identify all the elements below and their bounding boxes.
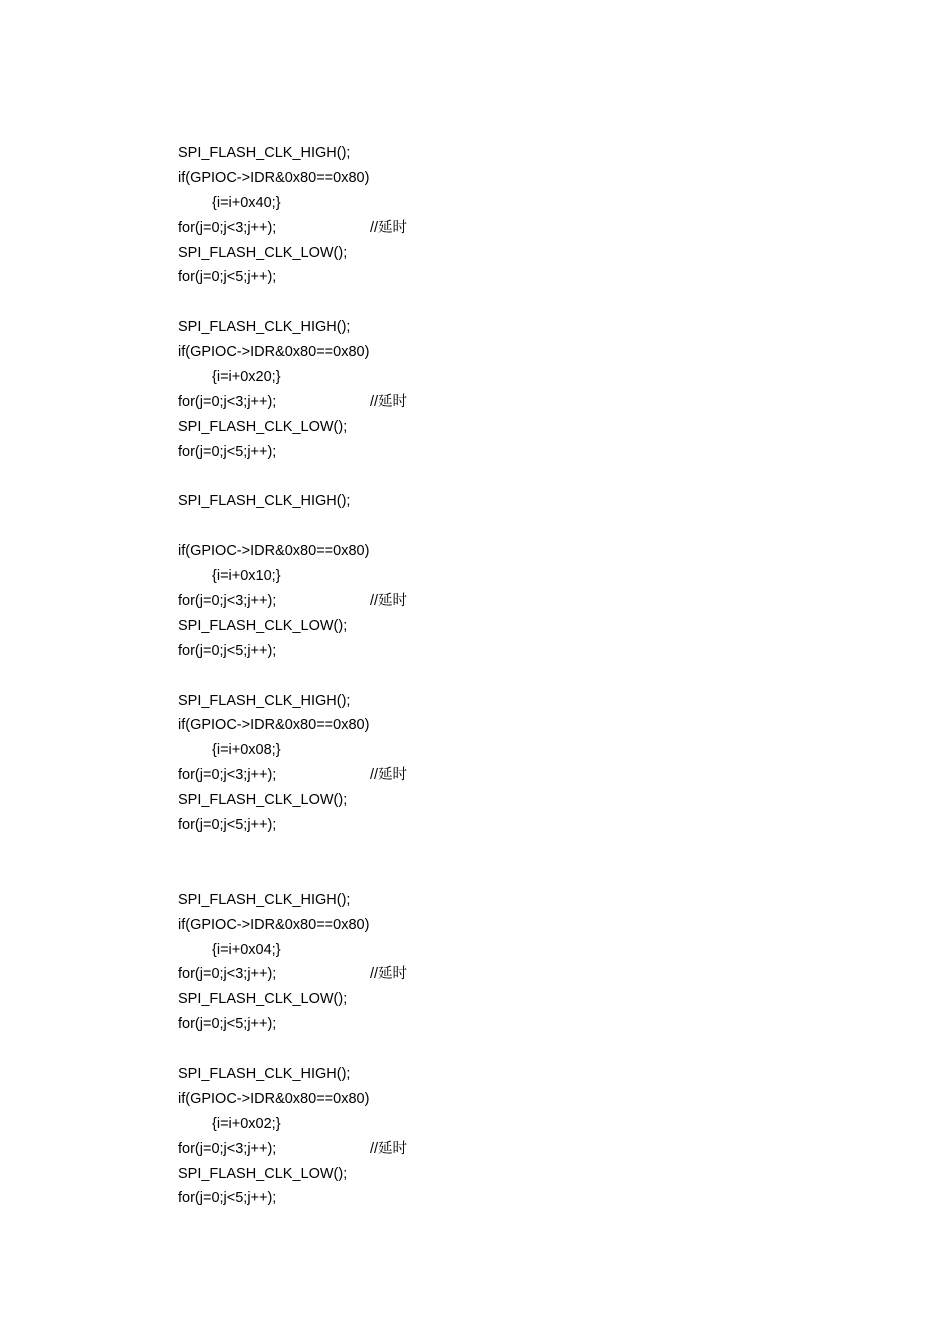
code-line (178, 1012, 698, 1037)
code-text: SPI_FLASH_CLK_LOW(); (178, 418, 348, 435)
code-text: SPI_FLASH_CLK_LOW(); (178, 1165, 348, 1182)
code-comment: //延时 (370, 767, 408, 784)
code-line (178, 141, 698, 166)
blank-line (178, 664, 698, 689)
code-line (178, 888, 698, 913)
code-line (178, 539, 698, 564)
code-text: for(j=0;j<3;j++); (178, 219, 277, 236)
code-line (178, 415, 698, 440)
code-text: if(GPIOC->IDR&0x80==0x80) (178, 717, 370, 734)
code-text: for(j=0;j<3;j++); (178, 966, 277, 983)
code-line (178, 813, 698, 838)
code-text: SPI_FLASH_CLK_HIGH(); (178, 891, 351, 908)
code-text: if(GPIOC->IDR&0x80==0x80) (178, 344, 370, 361)
blank-line (178, 838, 698, 863)
code-line (178, 1162, 698, 1187)
code-line (178, 763, 698, 788)
code-line (178, 1137, 698, 1162)
code-line (178, 962, 698, 987)
code-line (178, 913, 698, 938)
code-text: SPI_FLASH_CLK_HIGH(); (178, 692, 351, 709)
code-text: SPI_FLASH_CLK_HIGH(); (178, 145, 351, 161)
code-line (178, 265, 698, 290)
code-line (178, 1087, 698, 1112)
code-block (178, 141, 698, 290)
code-line (178, 1112, 698, 1137)
code-block (178, 315, 698, 464)
code-block (178, 689, 698, 838)
code-line (178, 1062, 698, 1087)
code-line (178, 938, 698, 963)
code-text: {i=i+0x10;} (212, 568, 281, 585)
code-line (178, 166, 698, 191)
code-line (178, 987, 698, 1012)
code-comment: //延时 (370, 219, 408, 236)
code-text: SPI_FLASH_CLK_LOW(); (178, 617, 348, 634)
code-line (178, 738, 698, 763)
code-text: SPI_FLASH_CLK_LOW(); (178, 792, 348, 809)
code-block (178, 539, 698, 663)
blank-line (178, 514, 698, 539)
code-line (178, 564, 698, 589)
code-block (178, 489, 698, 514)
code-text: for(j=0;j<5;j++); (178, 269, 277, 286)
code-text: for(j=0;j<5;j++); (178, 642, 277, 659)
code-line (178, 241, 698, 266)
blank-line (178, 1037, 698, 1062)
code-text: {i=i+0x02;} (212, 1115, 281, 1132)
code-text: for(j=0;j<5;j++); (178, 1190, 277, 1207)
code-text: if(GPIOC->IDR&0x80==0x80) (178, 169, 370, 186)
code-text: if(GPIOC->IDR&0x80==0x80) (178, 543, 370, 560)
code-text: {i=i+0x08;} (212, 742, 281, 759)
code-text: {i=i+0x20;} (212, 369, 281, 386)
code-text: if(GPIOC->IDR&0x80==0x80) (178, 1090, 370, 1107)
code-text: for(j=0;j<5;j++); (178, 817, 277, 834)
code-text: SPI_FLASH_CLK_HIGH(); (178, 1065, 351, 1082)
code-text: {i=i+0x04;} (212, 941, 281, 958)
code-block (178, 888, 698, 1037)
code-line (178, 689, 698, 714)
code-line (178, 216, 698, 241)
code-line (178, 440, 698, 465)
code-line (178, 315, 698, 340)
blank-line (178, 465, 698, 490)
code-comment: //延时 (370, 1140, 408, 1157)
code-line (178, 614, 698, 639)
code-text: SPI_FLASH_CLK_HIGH(); (178, 319, 351, 336)
code-text: SPI_FLASH_CLK_LOW(); (178, 244, 348, 261)
code-line (178, 1186, 698, 1211)
code-text: for(j=0;j<5;j++); (178, 1016, 277, 1033)
code-listing (178, 141, 698, 1211)
code-line (178, 390, 698, 415)
code-comment: //延时 (370, 393, 408, 410)
code-line (178, 489, 698, 514)
code-text: for(j=0;j<5;j++); (178, 443, 277, 460)
code-text: for(j=0;j<3;j++); (178, 593, 277, 610)
code-text: for(j=0;j<3;j++); (178, 1140, 277, 1157)
code-line (178, 713, 698, 738)
code-text: SPI_FLASH_CLK_HIGH(); (178, 493, 351, 510)
code-line (178, 365, 698, 390)
code-text: for(j=0;j<3;j++); (178, 393, 277, 410)
code-line (178, 788, 698, 813)
code-line (178, 639, 698, 664)
code-block (178, 1062, 698, 1211)
code-comment: //延时 (370, 966, 408, 983)
code-line (178, 340, 698, 365)
code-line (178, 191, 698, 216)
blank-line (178, 863, 698, 888)
code-text: if(GPIOC->IDR&0x80==0x80) (178, 916, 370, 933)
blank-line (178, 290, 698, 315)
code-text: for(j=0;j<3;j++); (178, 767, 277, 784)
code-line (178, 589, 698, 614)
code-comment: //延时 (370, 593, 408, 610)
code-text: SPI_FLASH_CLK_LOW(); (178, 991, 348, 1008)
code-text: {i=i+0x40;} (212, 194, 281, 211)
